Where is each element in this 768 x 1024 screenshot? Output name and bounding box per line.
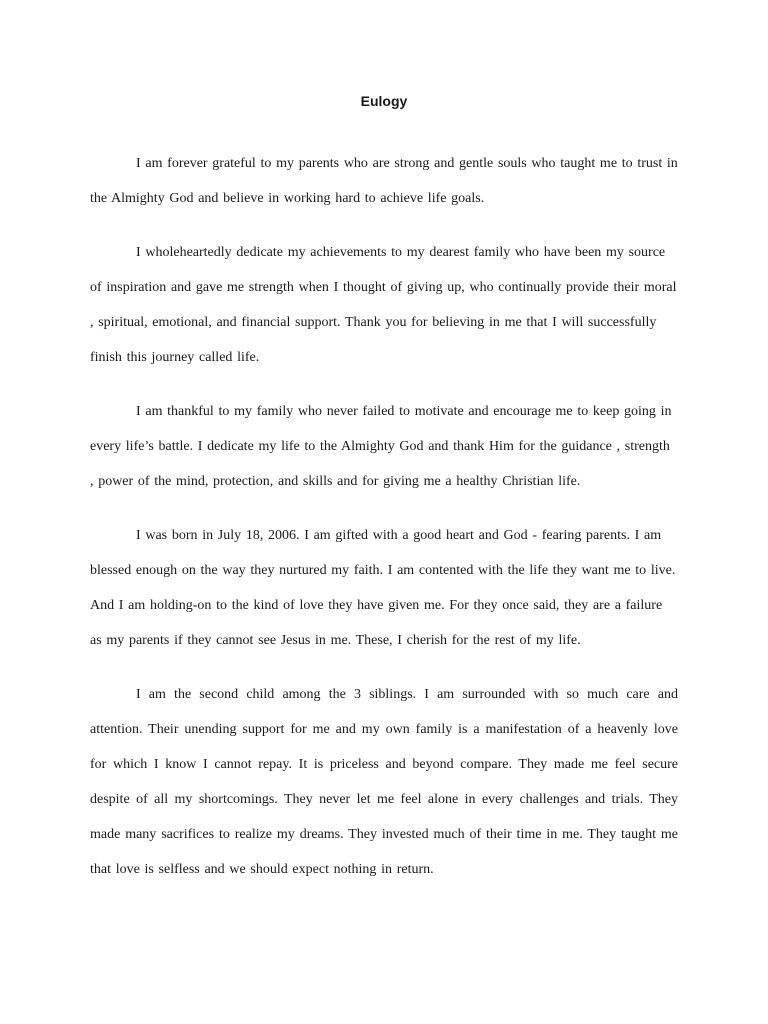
paragraph-birth: I was born in July 18, 2006. I am gifted with a good heart and God - fearing parents. I am blessed enough on the way they nurtured my faith. I am contented with the life they want me to live. And I am holding-on to the kind of love they have given me. For they once said, they are a failure as my parents if they cannot see Jesus in me. These, I cherish for the rest of my life. xyxy=(90,528,676,648)
document-body xyxy=(90,146,678,906)
paragraph-dedication: I wholeheartedly dedicate my achievements to my dearest family who have been my source of inspiration and gave me strength when I thought of giving up, who continually provide their moral , spiritual, emotional, and financial support. Thank you for believing in me that I will successfully finish this journey called life. xyxy=(90,245,677,365)
paragraph-siblings: I am the second child among the 3 siblings. I am surrounded with so much care and attention. Their unending support for me and my own family is a manifestation of a heavenly love for which I know I cannot repay. It is priceless and beyond compare. They made me feel secure despite of all my shortcomings. They never let me feel alone in every challenges and trials. They made many sacrifices to realize my dreams. They invested much of their time in me. They taught me that love is selfless and we should expect nothing in return. xyxy=(90,687,678,877)
document-title: Eulogy xyxy=(360,93,408,109)
paragraph-thankful: I am thankful to my family who never failed to motivate and encourage me to keep going in every life’s battle. I dedicate my life to the Almighty God and thank Him for the guidance , strength , power of the mind, protection, and skills and for giving me a healthy Christian life. xyxy=(90,404,672,489)
paragraph-gratitude: I am forever grateful to my parents who are strong and gentle souls who taught me to trust in the Almighty God and believe in working hard to achieve life goals. xyxy=(90,156,678,206)
